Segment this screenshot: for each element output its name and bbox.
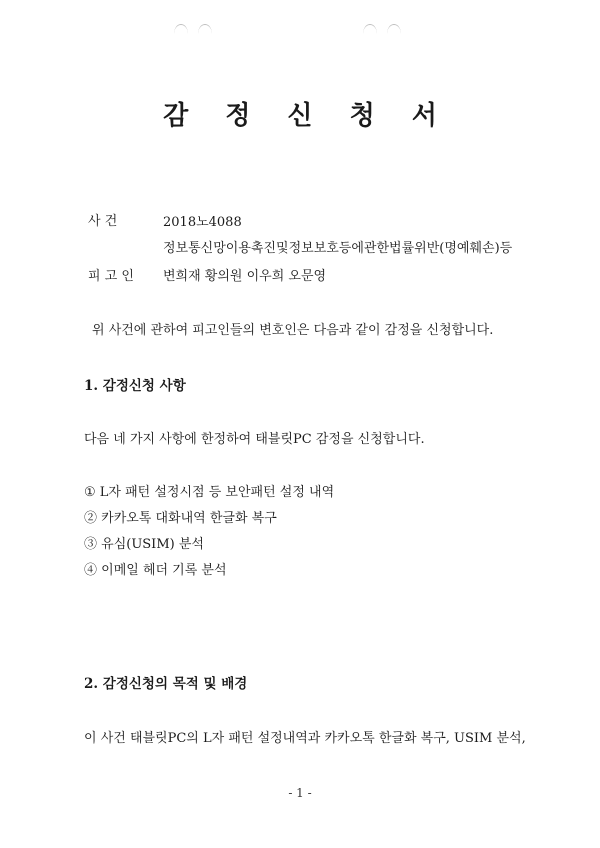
defendants-names: 변희재 황의원 이우희 오문영 (163, 269, 327, 284)
binder-hole-mark (174, 24, 188, 34)
binder-hole-mark (363, 24, 377, 34)
intro-paragraph: 위 사건에 관하여 피고인들의 변호인은 다음과 같이 감정을 신청합니다. (92, 323, 494, 338)
binder-hole-mark (198, 24, 212, 34)
section-1-heading: 1. 감정신청 사항 (84, 378, 186, 394)
list-item: ③ 유심(USIM) 분석 (84, 537, 204, 552)
defendants-label: 피 고 인 (88, 269, 134, 284)
list-item: ① L자 패턴 설정시점 등 보안패턴 설정 내역 (84, 485, 335, 500)
case-label: 사 건 (88, 214, 118, 229)
page-number: - 1 - (288, 786, 312, 800)
section-2-heading: 2. 감정신청의 목적 및 배경 (84, 676, 248, 692)
section-1-lead: 다음 네 가지 사항에 한정하여 태블릿PC 감정을 신청합니다. (84, 432, 425, 447)
case-number: 2018노4088 (163, 215, 242, 230)
section-2-lead: 이 사건 태블릿PC의 L자 패턴 설정내역과 카카오톡 한글화 복구, USIM 분석, (84, 731, 526, 746)
list-item: ② 카카오톡 대화내역 한글화 복구 (84, 511, 277, 526)
case-name: 정보통신망이용촉진및정보보호등에관한법률위반(명예훼손)등 (163, 241, 513, 256)
document-title: 감 정 신 청 서 (163, 101, 451, 131)
list-item: ④ 이메일 헤더 기록 분석 (84, 563, 227, 578)
binder-hole-mark (387, 24, 401, 34)
